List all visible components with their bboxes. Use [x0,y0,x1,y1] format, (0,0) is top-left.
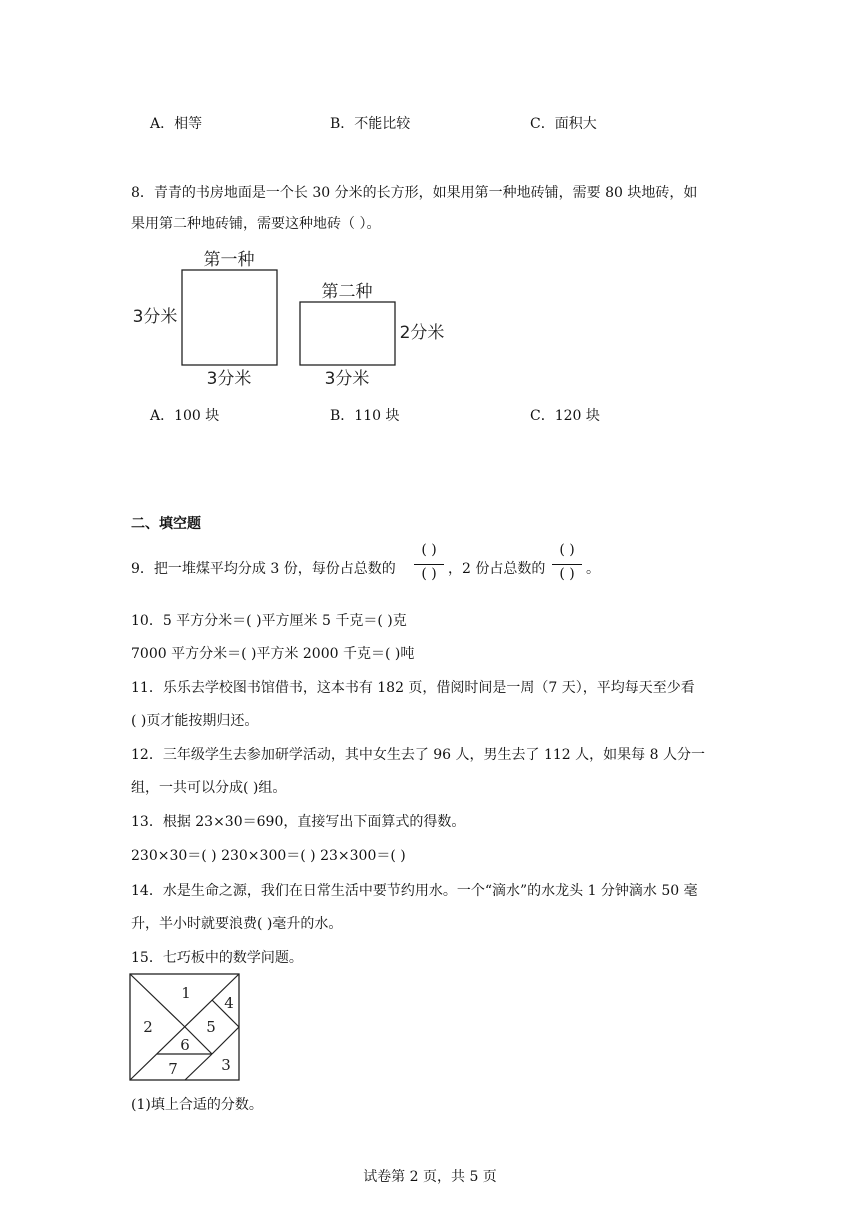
first-tile-title: 第一种 [203,250,255,270]
q11-text-line1: 11．乐乐去学校图书馆借书，这本书有 182 页，借阅时间是一周（7 天），平均每天至少看 [131,680,695,696]
fraction-numerator-blank: ( ) [559,542,575,558]
q8-tile-figure [125,244,465,394]
q7-option-c: C．面积大 [530,116,597,132]
q9-text-suffix: 。 [586,561,600,577]
q15-sub-question-1: (1)填上合适的分数。 [131,1097,263,1113]
second-tile-rect [300,302,395,365]
q8-option-a: A．100 块 [150,408,220,424]
second-tile-title: 第二种 [321,282,373,302]
q10-text-line2: 7000 平方分米＝( )平方米 2000 千克＝( )吨 [131,646,415,662]
fraction-numerator-blank: ( ) [421,542,437,558]
q8-option-b: B．110 块 [330,408,400,424]
fraction-denominator-blank: ( ) [559,566,575,582]
q9-text-prefix: 9．把一堆煤平均分成 3 份，每份占总数的 [131,561,396,577]
q8-option-c: C．120 块 [530,408,600,424]
q11-text-line2: ( )页才能按期归还。 [131,713,259,729]
first-tile-bottom-label: 3分米 [206,369,252,389]
tangram-label-3: 3 [221,1056,231,1074]
tangram-label-6: 6 [180,1036,190,1054]
q8-text-line1: 8．青青的书房地面是一个长 30 分米的长方形，如果用第一种地砖铺，需要 80 块地砖，如 [131,185,698,201]
q10-text-line1: 10．5 平方分米＝( )平方厘米 5 千克＝( )克 [131,613,407,629]
q14-text-line2: 升，半小时就要浪费( )毫升的水。 [131,916,343,932]
q15-text-line1: 15．七巧板中的数学问题。 [131,950,303,966]
first-tile-square [182,270,277,365]
q13-text-line1: 13．根据 23×30＝690，直接写出下面算式的得数。 [131,814,466,830]
fraction-bar [414,564,444,565]
tangram-label-2: 2 [143,1018,153,1036]
second-tile-bottom-label: 3分米 [324,369,370,389]
tangram-label-1: 1 [181,984,191,1002]
q8-text-line2: 果用第二种地砖铺，需要这种地砖（ ）。 [131,216,381,232]
first-tile-side-label: 3分米 [132,307,178,327]
tangram-label-5: 5 [206,1018,216,1036]
second-tile-side-label: 2分米 [399,323,445,343]
tangram-label-7: 7 [168,1060,178,1078]
q12-text-line1: 12．三年级学生去参加研学活动，其中女生去了 96 人，男生去了 112 人，如果每 8 人分一 [131,747,705,763]
fraction-denominator-blank: ( ) [421,566,437,582]
q12-text-line2: 组，一共可以分成( )组。 [131,780,287,796]
q9-fraction-blank-2 [550,542,584,588]
q14-text-line1: 14．水是生命之源，我们在日常生活中要节约用水。一个“滴水”的水龙头 1 分钟滴水 50 毫 [131,883,698,899]
q9-text-middle: ，2 份占总数的 [448,561,546,577]
q13-text-line2: 230×30＝( ) 230×300＝( ) 23×300＝( ) [131,848,406,864]
q7-option-b: B．不能比较 [330,116,411,132]
fraction-bar [552,564,582,565]
section-title: 二、填空题 [131,516,201,532]
tangram-figure [128,972,242,1082]
q7-option-a: A．相等 [150,116,203,132]
q9-fraction-blank-1 [412,542,446,588]
page-footer: 试卷第 2 页，共 5 页 [363,1169,497,1185]
tangram-label-4: 4 [224,994,234,1012]
